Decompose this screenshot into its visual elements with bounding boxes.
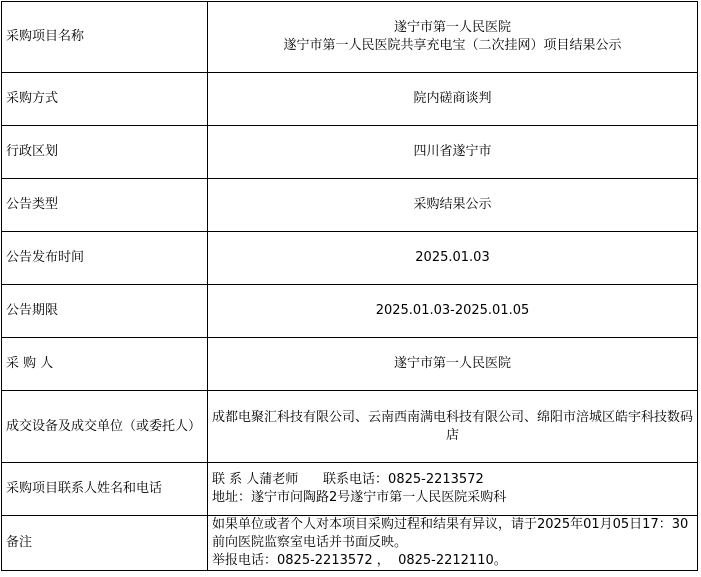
row-value-purchaser: 遂宁市第一人民医院 <box>208 338 698 391</box>
row-label-publish-time: 公告发布时间 <box>2 232 208 285</box>
remarks-report-phone: 举报电话：0825-2213572 ， 0825-2212110。 <box>212 553 507 568</box>
row-value-winning-bidders: 成都电聚汇科技有限公司、云南西南满电科技有限公司、绵阳市涪城区皓宇科技数码店 <box>208 391 698 463</box>
row-value-contact <box>208 463 698 516</box>
table-row <box>2 232 698 285</box>
row-value-project-name <box>208 2 698 73</box>
contact-person-phone: 联 系 人蒲老师 联系电话：0825-2213572 <box>212 472 484 487</box>
row-label-project-name: 采购项目名称 <box>2 2 208 73</box>
row-label-winning-bidders: 成交设备及成交单位（或委托人） <box>2 391 208 463</box>
row-value-remarks <box>208 516 698 571</box>
row-value-notice-period: 2025.01.03-2025.01.05 <box>208 285 698 338</box>
contact-address: 地址：遂宁市问陶路2号遂宁市第一人民医院采购科 <box>212 490 507 505</box>
project-title: 遂宁市第一人民医院共享充电宝（二次挂网）项目结果公示 <box>283 38 622 53</box>
row-label-remarks: 备注 <box>2 516 208 571</box>
row-value-notice-type: 采购结果公示 <box>208 179 698 232</box>
announcement-table <box>1 1 698 571</box>
row-label-notice-period: 公告期限 <box>2 285 208 338</box>
row-label-region: 行政区划 <box>2 126 208 179</box>
row-label-procurement-method: 采购方式 <box>2 73 208 126</box>
remarks-objection-notice: 如果单位或者个人对本项目采购过程和结果有异议，请于2025年01月05日17：30前向医院监察室电话并书面反映。 <box>212 517 689 550</box>
row-value-region: 四川省遂宁市 <box>208 126 698 179</box>
table-row <box>2 285 698 338</box>
row-label-notice-type: 公告类型 <box>2 179 208 232</box>
row-label-purchaser: 采 购 人 <box>2 338 208 391</box>
table-row <box>2 516 698 571</box>
table-row <box>2 391 698 463</box>
table-row <box>2 338 698 391</box>
row-label-contact: 采购项目联系人姓名和电话 <box>2 463 208 516</box>
row-value-publish-time: 2025.01.03 <box>208 232 698 285</box>
table-row <box>2 73 698 126</box>
table-row <box>2 2 698 73</box>
project-hospital-name: 遂宁市第一人民医院 <box>393 20 511 35</box>
table-row <box>2 463 698 516</box>
row-value-procurement-method: 院内磋商谈判 <box>208 73 698 126</box>
table-row <box>2 179 698 232</box>
table-row <box>2 126 698 179</box>
